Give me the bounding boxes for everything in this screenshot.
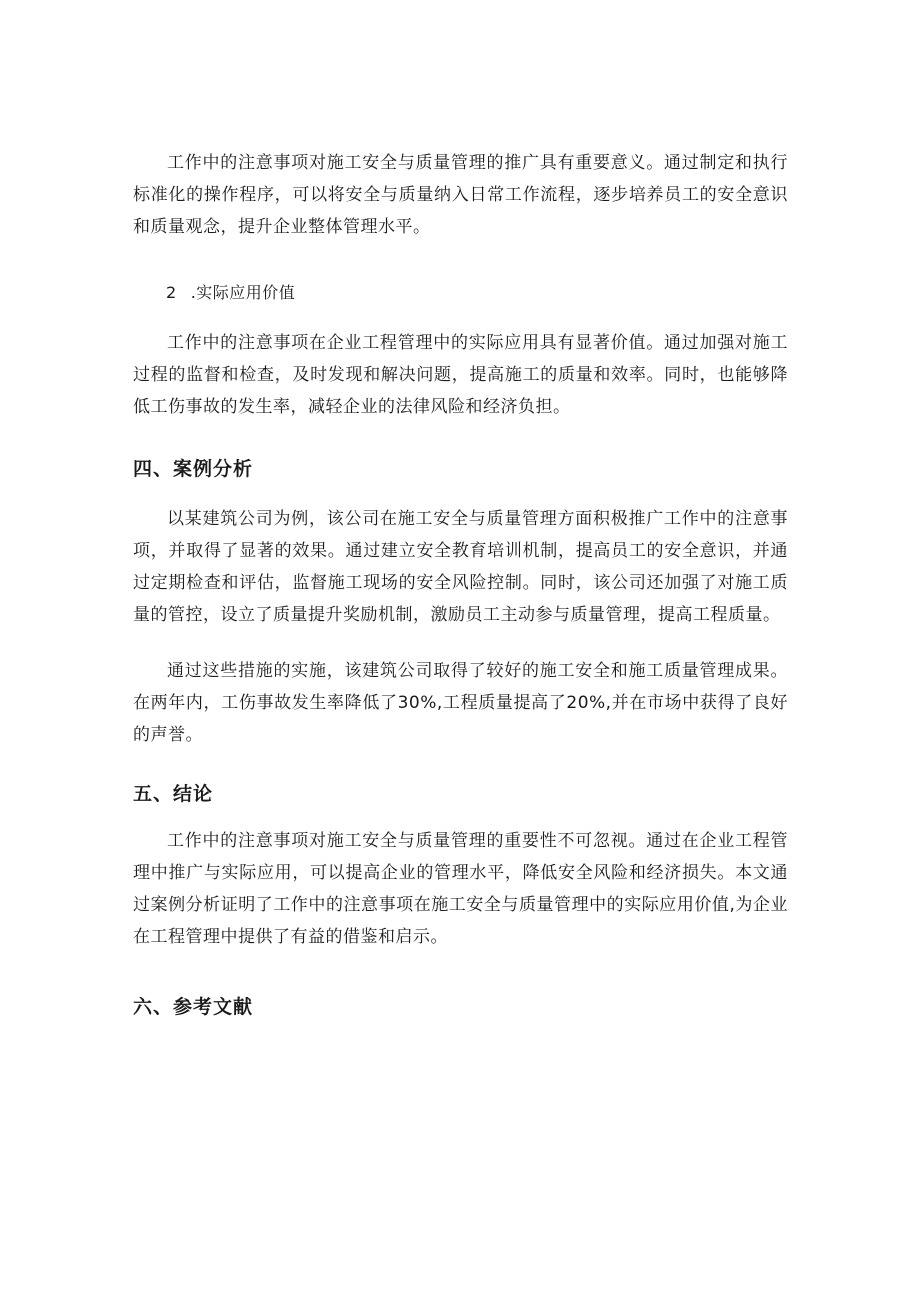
subsection-number: 2 [166,283,177,302]
body-paragraph: 工作中的注意事项在企业工程管理中的实际应用具有显著价值。通过加强对施工过程的监督和检查，及时发现和解决问题，提高施工的质量和效率。同时，也能够降低工伤事故的发生率，减轻企业的法律风险和经济负担。 [133,333,788,417]
section-heading: 五、结论 [133,783,214,805]
body-paragraph: 以某建筑公司为例，该公司在施工安全与质量管理方面积极推广工作中的注意事项，并取得了显著的效果。通过建立安全教育培训机制，提高员工的安全意识，并通过定期检查和评估，监督施工现场的安全风险控制。同时，该公司还加强了对施工质量的管控，设立了质量提升奖励机制，激励员工主动参与质量管理，提高工程质量。 [133,509,788,625]
body-paragraph: 工作中的注意事项对施工安全与质量管理的重要性不可忽视。通过在企业工程管理中推广与实际应用，可以提高企业的管理水平，降低安全风险和经济损失。本文通过案例分析证明了工作中的注意事项在施工安全与质量管理中的实际应用价值,为企业在工程管理中提供了有益的借鉴和启示。 [133,831,788,947]
body-paragraph: 工作中的注意事项对施工安全与质量管理的推广具有重要意义。通过制定和执行标准化的操作程序，可以将安全与质量纳入日常工作流程，逐步培养员工的安全意识和质量观念，提升企业整体管理水平。 [133,153,788,237]
subsection-title: .实际应用价值 [190,283,296,302]
subsection-heading [166,281,295,305]
body-paragraph: 通过这些措施的实施，该建筑公司取得了较好的施工安全和施工质量管理成果。在两年内，工伤事故发生率降低了30%,工程质量提高了20%,并在市场中获得了良好的声誉。 [133,661,788,745]
section-heading: 四、案例分析 [133,458,254,480]
section-heading: 六、参考文献 [133,996,254,1018]
